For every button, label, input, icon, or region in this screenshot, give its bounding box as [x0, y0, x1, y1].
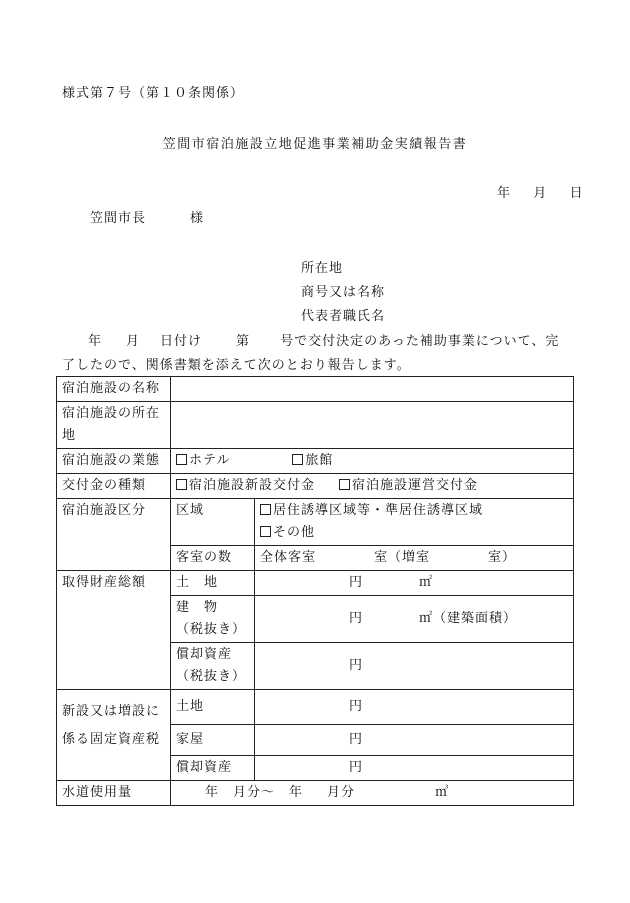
house-value[interactable] [255, 725, 574, 756]
facility-name-label: 宿泊施設の名称 [57, 377, 171, 402]
addressee-honorific: 様 [190, 211, 205, 226]
water-year2: 年 [289, 785, 304, 800]
facility-type-label: 宿泊施設の業態 [57, 449, 171, 474]
grant-new-checkbox[interactable] [176, 479, 187, 490]
land-sqm: ㎡ [419, 575, 434, 590]
facility-category-label: 宿泊施設区分 [57, 499, 171, 571]
building-sqm: ㎡（建築面積） [419, 611, 518, 626]
area-label: 区域 [171, 499, 255, 546]
rooms-unit-end: 室） [488, 550, 517, 565]
table-row [57, 449, 574, 474]
facility-location-label: 宿泊施設の所在地 [57, 402, 171, 449]
water-month2: 月分 [327, 785, 356, 800]
water-unit: ㎥ [435, 785, 450, 800]
depreciable-label-1: 償却資産 [176, 647, 233, 662]
date-day: 日 [569, 186, 584, 201]
addressee [90, 207, 204, 226]
building-yen: 円 [349, 611, 364, 626]
land2-label: 土地 [171, 690, 255, 725]
depreciable-yen: 円 [349, 658, 364, 673]
report-table [56, 376, 574, 806]
house-yen: 円 [349, 732, 364, 747]
grant-operation-checkbox[interactable] [339, 479, 350, 490]
ryokan-checkbox[interactable] [292, 454, 303, 465]
representative-label: 代表者職氏名 [301, 309, 386, 324]
body-text [62, 330, 572, 378]
date-year: 年 [497, 186, 512, 201]
address-label: 所在地 [301, 261, 344, 276]
body-day: 日付け [160, 334, 203, 349]
table-row [57, 377, 574, 402]
building-value[interactable] [255, 596, 574, 643]
depreciable-label [171, 643, 255, 690]
land-value[interactable] [255, 571, 574, 596]
rooms-total-label: 全体客室 [260, 550, 317, 565]
building-label-1: 建 物 [176, 600, 219, 615]
body-month: 月 [126, 334, 141, 349]
land-yen: 円 [349, 575, 364, 590]
facility-name-value[interactable] [171, 377, 574, 402]
table-row [57, 499, 574, 546]
grant-type-options [171, 474, 574, 499]
depreciable-label-2: （税抜き） [176, 669, 247, 684]
table-row [57, 781, 574, 806]
date-month: 月 [533, 186, 548, 201]
building-label [171, 596, 255, 643]
hotel-checkbox[interactable] [176, 454, 187, 465]
house-label: 家屋 [171, 725, 255, 756]
area-opt1-checkbox[interactable] [260, 504, 271, 515]
land2-yen: 円 [349, 699, 364, 714]
acquired-total-label: 取得財産総額 [57, 571, 171, 690]
form-number: 様式第７号（第１０条関係） [62, 86, 245, 101]
depreciable-value[interactable] [255, 643, 574, 690]
body-dai: 第 [236, 334, 251, 349]
applicant-block [301, 257, 385, 329]
depreciable3-value[interactable] [255, 756, 574, 781]
rooms-label: 客室の数 [171, 546, 255, 571]
body-rest: 号で交付決定のあった補助事業について、完了したので、関係書類を添えて次のとおり報告します。 [62, 334, 560, 373]
table-row [57, 571, 574, 596]
report-date [497, 182, 584, 201]
grant-type-label: 交付金の種類 [57, 474, 171, 499]
area-opt2-checkbox[interactable] [260, 526, 271, 537]
facility-type-options [171, 449, 574, 474]
fixed-tax-label-2: 係る固定資産税 [62, 732, 161, 747]
water-year1: 年 [205, 785, 220, 800]
area-options [255, 499, 574, 546]
addressee-name: 笠間市長 [90, 211, 147, 226]
company-label: 商号又は名称 [301, 285, 386, 300]
land2-value[interactable] [255, 690, 574, 725]
fixed-tax-label-1: 新設又は増設に [62, 704, 161, 719]
building-label-2: （税抜き） [176, 622, 247, 637]
facility-location-value[interactable] [171, 402, 574, 449]
water-month1: 月分～ [233, 785, 276, 800]
area-opt1-label: 居住誘導区域等・準居住誘導区域 [273, 503, 484, 518]
depreciable3-yen: 円 [349, 760, 364, 775]
table-row [57, 690, 574, 725]
land-label: 土 地 [171, 571, 255, 596]
body-year: 年 [88, 334, 103, 349]
water-value[interactable] [171, 781, 574, 806]
grant-new-label: 宿泊施設新設交付金 [189, 478, 316, 493]
area-opt2-label: その他 [273, 525, 316, 540]
grant-operation-label: 宿泊施設運営交付金 [352, 478, 479, 493]
rooms-unit: 室（増室 [374, 550, 431, 565]
fixed-tax-label [57, 690, 171, 781]
depreciable3-label: 償却資産 [171, 756, 255, 781]
table-row [57, 474, 574, 499]
rooms-value[interactable] [255, 546, 574, 571]
ryokan-label: 旅館 [305, 453, 334, 468]
water-label: 水道使用量 [57, 781, 171, 806]
page-title: 笠間市宿泊施設立地促進事業補助金実績報告書 [162, 137, 468, 152]
table-row [57, 402, 574, 449]
hotel-label: ホテル [189, 453, 231, 468]
